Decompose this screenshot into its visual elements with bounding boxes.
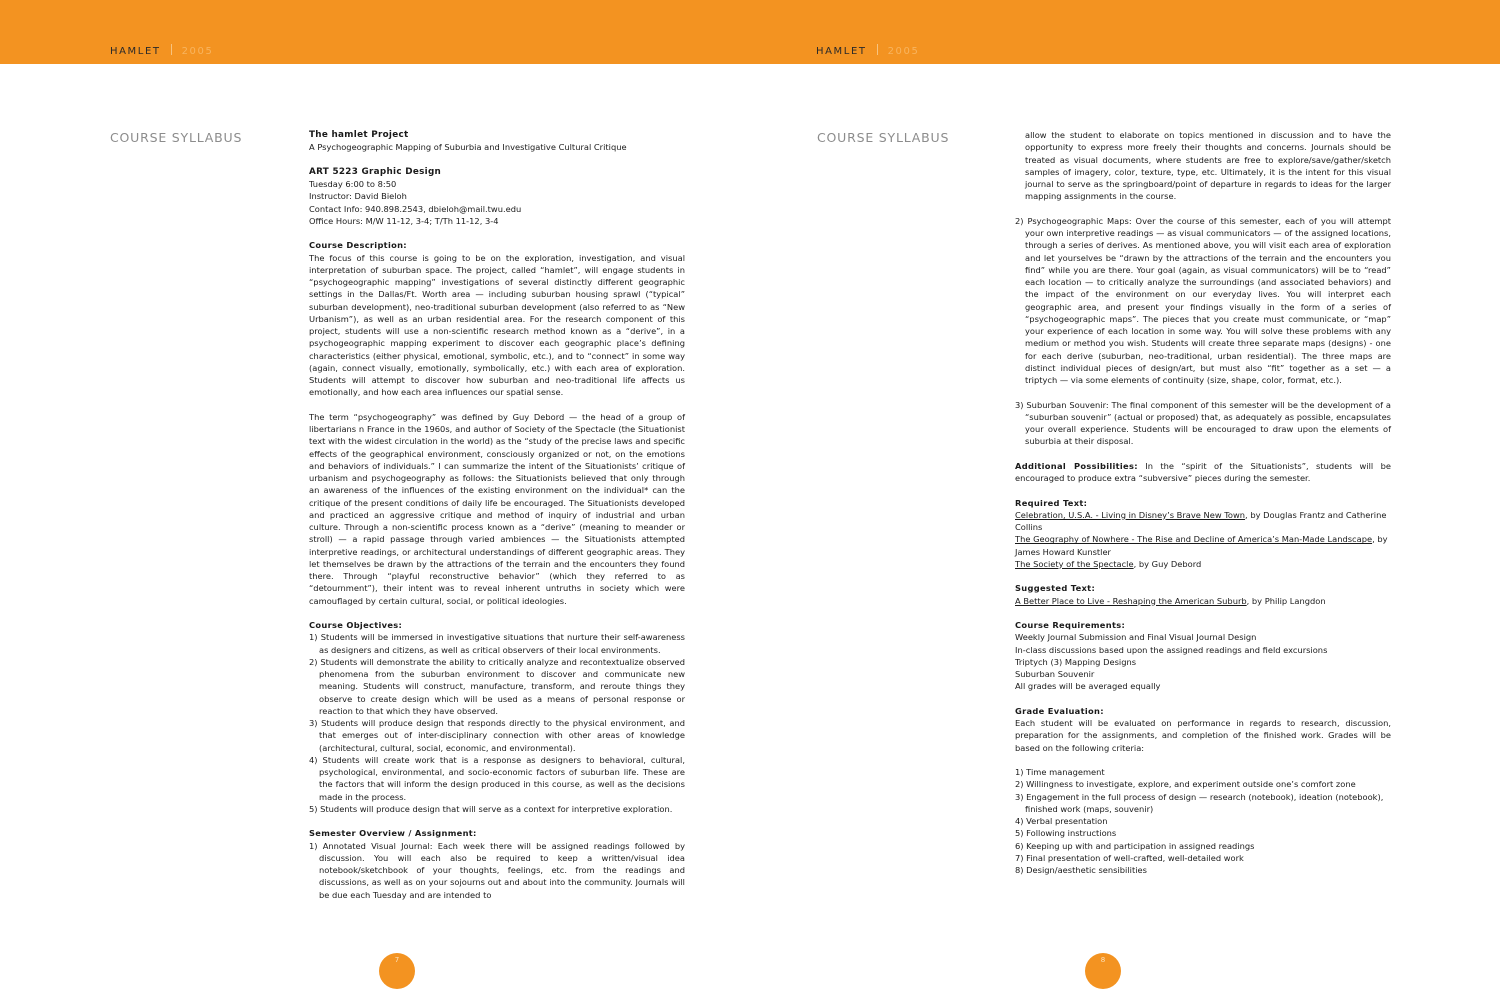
header-year: 2005: [887, 46, 920, 57]
header-left: [110, 44, 213, 57]
suggested-text-item: [1015, 595, 1391, 607]
additional-possibilities: [1015, 460, 1391, 485]
side-label-right: COURSE SYLLABUS: [817, 130, 950, 145]
suggested-heading: Suggested Text:: [1015, 583, 1096, 594]
requirement-item: In-class discussions based upon the assigned readings and field excursions: [1015, 644, 1328, 655]
page-number-text: 7: [394, 956, 400, 964]
contact-info: Contact Info: 940.898.2543, dbieloh@mail.twu.edu: [309, 203, 522, 214]
header-divider: [171, 44, 172, 55]
overview-continuation: allow the student to elaborate on topics mentioned in discussion and to have the opportunity to express more freely their thoughts and concerns. Journals should be treated as visual documents, where students are free to explore/save/gather/sketch samples of imagery, color, texture, type, etc. Ultimately, it is the intent for this visual journal to serve as the springboard/point of departure in regards to ideas for the larger mapping assignments in the course.: [1025, 130, 1391, 202]
criteria-item: 4) Verbal presentation: [1015, 816, 1108, 826]
left-text-column: [309, 129, 685, 901]
required-text-item: [1015, 509, 1391, 534]
course-schedule: Tuesday 6:00 to 8:50: [309, 179, 397, 189]
header-title: HAMLET: [816, 46, 867, 57]
objectives-heading: Course Objectives:: [309, 620, 403, 630]
requirement-item: Suburban Souvenir: [1015, 669, 1095, 679]
book-author: , by Guy Debord: [1133, 558, 1202, 569]
book-author: , by Douglas Frantz and Catherine Collins: [1015, 509, 1387, 532]
instructor: Instructor: David Bieloh: [309, 191, 407, 202]
overview-item: 1) Annotated Visual Journal: Each week there will be assigned readings followed by discussion. You will each also be required to keep a written/visual idea notebook/sketchbook of your thoughts, feelings, etc. from the readings and discussions, as well as on your sojourns out and about into the community. Journals will be due each Tuesday and are intended to: [309, 840, 685, 900]
overview-item: 3) Suburban Souvenir: The final component of this semester will be the development of a “suburban souvenir” (actual or proposed) that, as adequately as possible, encapsulates your overall experience. Students will be encouraged to draw upon the elements of suburbia at their disposal.: [1015, 399, 1391, 447]
criteria-item: 8) Design/aesthetic sensibilities: [1015, 865, 1147, 875]
objective-item: 5) Students will produce design that will serve as a context for interpretive exploration.: [309, 803, 673, 814]
overview-item: 2) Psychogeographic Maps: Over the course of this semester, each of you will attempt your own interpretive readings — as visual communicators — of the assigned locations, through a series of derives. As mentioned above, you will visit each area of exploration and let yourselves be “drawn by the attractions of the terrain and the encounters you find” while you are there. Your goal (again, as visual communicators) will be to “read” each location — to critically analyze the surroundings (and associated behaviors) and the impact of the environment on our everyday lives. You will interpret each geographic area, and present your findings visually in the form of a series of “psychogeographic maps”. The pieces that you create must communicate, or “map” your experience of each location in some way. You will solve these problems with any medium or method you wish. Students will create three separate maps (designs) - one for each derive (suburban, neo-traditional, urban residential). The three maps are distinct individual pieces of design/art, but must also “fit” together as a set — a triptych — via some elements of continuity (size, shape, color, format, etc.).: [1015, 215, 1391, 385]
page-number-text: 8: [1100, 956, 1106, 964]
requirements-heading: Course Requirements:: [1015, 620, 1126, 630]
header-divider: [877, 44, 878, 55]
side-label-left: COURSE SYLLABUS: [110, 130, 243, 145]
grade-heading: Grade Evaluation:: [1015, 705, 1104, 716]
description-paragraph: The term “psychogeography” was defined by Guy Debord — the head of a group of libertarians n France in the 1960s, and author of Society of the Spectacle (the Situationist text with the widest circulation in the world) as the “study of the precise laws and specific effects of the geographical environment, consciously organized or not, on the emotions and behaviors of individuals.” I can summarize the intent of the Situationists’ critique of urbanism and psychogeography as follows: the Situationists believed that only through an awareness of the influences of the existing environment on the individual* can the critique of the present conditions of daily life be encouraged. The Situationists developed and practiced an aggressive critique and method of inquiry of industrial and urban culture. Through a non-scientific process known as a “derive” (meaning to meander or stroll) — a rapid passage through varied ambiences — the Situationists attempted interpretive readings, or architectural understandings of different geographic areas. They let themselves be drawn by the attractions of the terrain and the encounters they found there. Through “playful reconstructive behavior” (which they referred to as “detournment”), their intent was to reveal inherent untruths in society which were camouflaged by certain cultural, social, or political ideologies.: [309, 411, 685, 606]
requirement-item: Triptych (3) Mapping Designs: [1015, 656, 1137, 667]
overview-heading: Semester Overview / Assignment:: [309, 828, 477, 839]
header-right: [816, 44, 919, 57]
requirement-item: All grades will be averaged equally: [1015, 681, 1161, 692]
additional-heading: Additional Possibilities:: [1015, 460, 1138, 471]
book-author: , by James Howard Kunstler: [1015, 534, 1388, 557]
project-subtitle: A Psychogeographic Mapping of Suburbia and Investigative Cultural Critique: [309, 142, 627, 153]
book-title: A Better Place to Live - Reshaping the American Suburb: [1015, 595, 1247, 606]
criteria-item: 3) Engagement in the full process of design — research (notebook), ideation (notebook), finished work (maps, souvenir): [1015, 791, 1384, 814]
course-title: ART 5223 Graphic Design: [309, 166, 442, 177]
criteria-item: 1) Time management: [1015, 767, 1105, 777]
objective-item: 4) Students will create work that is a response as designers to behavioral, cultural, psychological, environmental, and socio-economic factors of suburban life. These are the factors that will inform the design produced in this course, as well as the decisions made in the process.: [309, 754, 685, 802]
criteria-item: 5) Following instructions: [1015, 828, 1117, 839]
additional-text: In the “spirit of the Situationists”, students will be encouraged to produce extra “subversive” pieces during the semester.: [1015, 460, 1391, 483]
header-title: HAMLET: [110, 46, 161, 57]
book-title: Celebration, U.S.A. - Living in Disney’s Brave New Town: [1015, 509, 1246, 520]
project-title: The hamlet Project: [309, 130, 409, 140]
required-heading: Required Text:: [1015, 497, 1088, 508]
book-title: The Society of the Spectacle: [1015, 558, 1134, 569]
criteria-item: 6) Keeping up with and participation in assigned readings: [1015, 840, 1255, 851]
page-number-right: [1085, 953, 1121, 989]
criteria-item: 2) Willingness to investigate, explore, and experiment outside one’s comfort zone: [1015, 779, 1356, 790]
objective-item: 3) Students will produce design that responds directly to the physical environment, and that emerges out of inter-disciplinary connection with other areas of knowledge (architectural, cultural, social, economic, and environmental).: [309, 718, 685, 753]
office-hours: Office Hours: M/W 11-12, 3-4; T/Th 11-12, 3-4: [309, 215, 499, 226]
requirement-item: Weekly Journal Submission and Final Visual Journal Design: [1015, 632, 1257, 643]
objective-item: 2) Students will demonstrate the ability to critically analyze and recontextualize observed phenomena from the suburban environment to discover and communicate new meaning. Students will construct, manufacture, transform, and reroute things they observe to create design which will be used as a means of personal response or reaction to that which they have observed.: [309, 656, 685, 716]
objective-item: 1) Students will be immersed in investigative situations that nurture their self-awareness as designers and citizens, as well as critical observers of their local environments.: [309, 632, 685, 655]
required-text-item: [1015, 558, 1391, 570]
book-author: , by Philip Langdon: [1246, 595, 1326, 606]
required-text-item: [1015, 533, 1391, 558]
page-number-left: [379, 953, 415, 989]
description-paragraph: The focus of this course is going to be on the exploration, investigation, and visual interpretation of suburban space. The project, called “hamlet”, will engage students in “psychogeographic mapping” investigations of several distinctly different geographic settings in the Dallas/Ft. Worth area — including suburban housing sprawl (“typical” suburban development), neo-traditional suburban development (also referred to as “New Urbanism”), as well as an urban residential area. For the research component of this project, students will use a non-scientific research method known as a “derive”, in a psychogeographic mapping experiment to discover each geographic place’s defining characteristics (either physical, emotional, symbolic, etc.), and to “connect” in some way (again, connect visually, emotionally, symbolically, etc.) with each area of exploration. Students will attempt to discover how suburban and neo-traditional life affects us emotionally, and how each area influences our spatial sense.: [309, 252, 685, 398]
right-text-column: [1015, 129, 1391, 876]
description-heading: Course Description:: [309, 240, 407, 251]
book-title: The Geography of Nowhere - The Rise and Decline of America’s Man-Made Landscape: [1015, 534, 1373, 545]
header-bar: [0, 0, 1500, 64]
header-year: 2005: [181, 46, 214, 57]
grade-description: Each student will be evaluated on performance in regards to research, discussion, preparation for the assignments, and completion of the finished work. Grades will be based on the following criteria:: [1015, 718, 1391, 753]
criteria-item: 7) Final presentation of well-crafted, well-detailed work: [1015, 852, 1244, 863]
